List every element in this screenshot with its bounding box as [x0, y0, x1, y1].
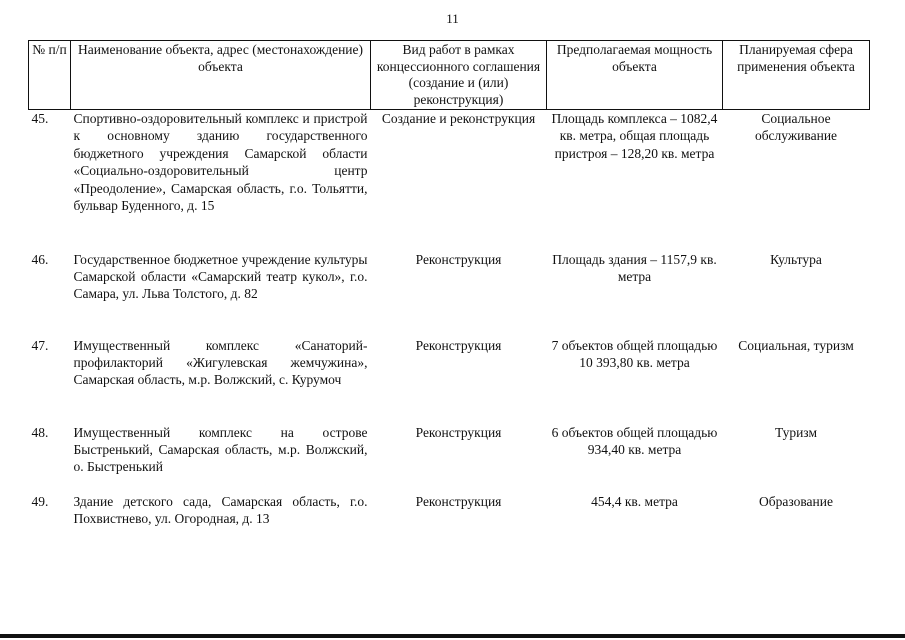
row-number: 45.: [31, 111, 49, 126]
application-sphere: Культура: [770, 251, 822, 267]
header-capacity: Предполагаемая мощность объекта: [547, 41, 723, 110]
application-sphere: Образование: [759, 493, 833, 509]
row-number: 49.: [31, 493, 49, 509]
object-name: Имущественный комплекс «Санаторий-профилакторий «Жигулевская жемчужина», Самарская область, м.р. Волжский, с. Курумоч: [73, 337, 368, 388]
work-type: Реконструкция: [415, 424, 502, 440]
work-type: Реконструкция: [415, 337, 502, 353]
header-row: [29, 41, 870, 110]
work-type: Реконструкция: [415, 493, 502, 509]
table-header: [29, 41, 870, 110]
table-row: [29, 251, 870, 337]
object-name: Имущественный комплекс на острове Быстренький, Самарская область, м.р. Волжский, о. Быстренький: [73, 424, 368, 475]
row-number: 47.: [31, 337, 49, 353]
object-name: Здание детского сада, Самарская область, г.о. Похвистнево, ул. Огородная, д. 13: [73, 493, 368, 526]
object-capacity: 7 объектов общей площадью 10 393,80 кв. метра: [551, 337, 718, 370]
application-sphere: Социальная, туризм: [738, 337, 854, 353]
header-num: № п/п: [29, 41, 71, 110]
header-name: Наименование объекта, адрес (местонахождение) объекта: [71, 41, 371, 110]
object-capacity: Площадь комплекса – 1082,4 кв. метра, общая площадь пристроя – 128,20 кв. метра: [551, 111, 718, 161]
header-work: Вид работ в рамках концессионного соглашения (создание и (или) реконструкция): [371, 41, 547, 110]
page-bottom-border: [0, 634, 905, 638]
application-sphere: Туризм: [775, 424, 817, 440]
table-row: [29, 110, 870, 251]
object-name: Спортивно-оздоровительный комплекс и пристрой к основному зданию государственного бюджетного учреждения Самарской области «Социально-оздоровительный центр «Преодоление», Самарская область, г.о. Тольятти, бульвар Буденного, д. 15: [73, 111, 368, 214]
work-type: Реконструкция: [415, 251, 502, 267]
object-capacity: 6 объектов общей площадью 934,40 кв. метра: [551, 424, 718, 457]
table-row: [29, 493, 870, 533]
table-row: [29, 337, 870, 424]
object-capacity: 454,4 кв. метра: [591, 493, 678, 509]
row-number: 48.: [31, 424, 49, 440]
objects-table: [28, 40, 870, 533]
page-number: 11: [446, 11, 459, 26]
object-name: Государственное бюджетное учреждение культуры Самарской области «Самарский театр кукол», г.о. Самара, ул. Льва Толстого, д. 82: [73, 251, 368, 302]
table-body: [29, 110, 870, 533]
work-type: Создание и реконструкция: [381, 111, 536, 126]
header-sphere: Планируемая сфера применения объекта: [723, 41, 870, 110]
row-number: 46.: [31, 251, 49, 267]
object-capacity: Площадь здания – 1157,9 кв. метра: [552, 251, 717, 284]
application-sphere: Социальное обслуживание: [754, 111, 838, 144]
table-row: [29, 424, 870, 493]
